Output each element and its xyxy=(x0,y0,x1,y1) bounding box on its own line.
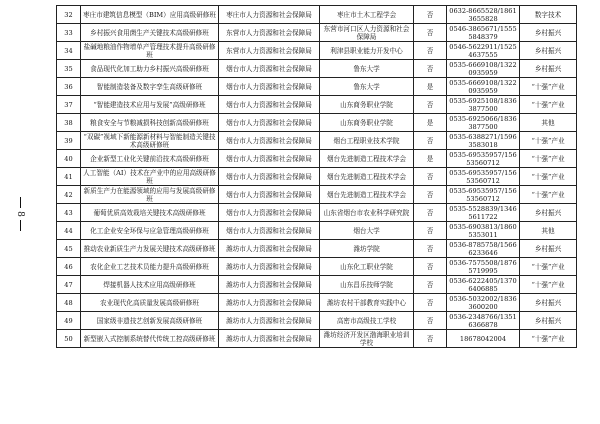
extra-flag-cell: 否 xyxy=(414,132,447,150)
department-cell: 潍坊市人力资源和社会保障局 xyxy=(219,240,320,258)
table-row xyxy=(57,42,577,60)
row-number-cell: 32 xyxy=(57,6,81,24)
row-number-cell: 43 xyxy=(57,204,81,222)
table-row xyxy=(57,312,577,330)
extra-flag-cell: 否 xyxy=(414,6,447,24)
field-category-cell: “十强”产业 xyxy=(520,150,577,168)
field-category-cell: 数字技术 xyxy=(520,6,577,24)
field-category-cell: “十强”产业 xyxy=(520,96,577,114)
seminar-table-body xyxy=(57,6,577,348)
table-row xyxy=(57,330,577,348)
seminar-name-cell: 枣庄市建筑信息模型（BIM）应用高级研修班 xyxy=(81,6,219,24)
contact-phone-cell: 0535-69535957/15653560712 xyxy=(447,186,520,204)
field-category-cell: 乡村振兴 xyxy=(520,240,577,258)
table-row xyxy=(57,168,577,186)
extra-flag-cell: 是 xyxy=(414,78,447,96)
row-number-cell: 37 xyxy=(57,96,81,114)
table-row xyxy=(57,294,577,312)
department-cell: 烟台市人力资源和社会保障局 xyxy=(219,204,320,222)
field-category-cell: 乡村振兴 xyxy=(520,204,577,222)
department-cell: 烟台市人力资源和社会保障局 xyxy=(219,132,320,150)
contact-phone-cell: 0535-6925066/18363877500 xyxy=(447,114,520,132)
department-cell: 烟台市人力资源和社会保障局 xyxy=(219,60,320,78)
organizer-cell: 山东商务职业学院 xyxy=(320,96,414,114)
field-category-cell: “十强”产业 xyxy=(520,132,577,150)
row-number-cell: 49 xyxy=(57,312,81,330)
extra-flag-cell: 否 xyxy=(414,168,447,186)
field-category-cell: 乡村振兴 xyxy=(520,60,577,78)
contact-phone-cell: 0632-8665528/18613655828 xyxy=(447,6,520,24)
seminar-name-cell: 人工智能（AI）技术在产业中的应用高级研修班 xyxy=(81,168,219,186)
field-category-cell: “十强”产业 xyxy=(520,330,577,348)
field-category-cell: 乡村振兴 xyxy=(520,42,577,60)
contact-phone-cell: 0546-5622911/15254637555 xyxy=(447,42,520,60)
page-number xyxy=(13,196,27,232)
table-row xyxy=(57,276,577,294)
department-cell: 烟台市人力资源和社会保障局 xyxy=(219,78,320,96)
contact-phone-cell: 0546-3865671/15555848379 xyxy=(447,24,520,42)
seminar-name-cell: 农化企业工艺技术员能力提升高级研修班 xyxy=(81,258,219,276)
field-category-cell: 其他 xyxy=(520,222,577,240)
table-row xyxy=(57,24,577,42)
organizer-cell: 潍坊学院 xyxy=(320,240,414,258)
seminar-name-cell: 焊接机器人技术应用高级研修班 xyxy=(81,276,219,294)
page-number-digit: 8 xyxy=(15,211,25,217)
field-category-cell: “十强”产业 xyxy=(520,186,577,204)
table-row xyxy=(57,6,577,24)
seminar-name-cell: 乡村振兴食用菌生产关键技术高级研修班 xyxy=(81,24,219,42)
organizer-cell: 山东商务职业学院 xyxy=(320,114,414,132)
field-category-cell: “十强”产业 xyxy=(520,78,577,96)
table-row xyxy=(57,258,577,276)
department-cell: 潍坊市人力资源和社会保障局 xyxy=(219,312,320,330)
table-row xyxy=(57,96,577,114)
seminar-name-cell: 国家级非遗技艺创新发展高级研修班 xyxy=(81,312,219,330)
contact-phone-cell: 0535-69535957/15653560712 xyxy=(447,150,520,168)
row-number-cell: 34 xyxy=(57,42,81,60)
contact-phone-cell: 0536-2348766/13516366878 xyxy=(447,312,520,330)
field-category-cell: 乡村振兴 xyxy=(520,24,577,42)
row-number-cell: 38 xyxy=(57,114,81,132)
row-number-cell: 41 xyxy=(57,168,81,186)
department-cell: 枣庄市人力资源和社会保障局 xyxy=(219,6,320,24)
contact-phone-cell: 0535-6669108/13220935959 xyxy=(447,78,520,96)
department-cell: 潍坊市人力资源和社会保障局 xyxy=(219,294,320,312)
seminar-name-cell: 粮食安全与节粮减损科技创新高级研修班 xyxy=(81,114,219,132)
row-number-cell: 36 xyxy=(57,78,81,96)
field-category-cell: 其他 xyxy=(520,114,577,132)
contact-phone-cell: 0535-6903813/18605353011 xyxy=(447,222,520,240)
row-number-cell: 50 xyxy=(57,330,81,348)
extra-flag-cell: 否 xyxy=(414,42,447,60)
organizer-cell: 高密市高级技工学校 xyxy=(320,312,414,330)
table-row xyxy=(57,114,577,132)
organizer-cell: 烟台大学 xyxy=(320,222,414,240)
contact-phone-cell: 0536-7575508/18765719995 xyxy=(447,258,520,276)
seminar-table xyxy=(56,5,577,348)
department-cell: 烟台市人力资源和社会保障局 xyxy=(219,168,320,186)
field-category-cell: “十强”产业 xyxy=(520,168,577,186)
extra-flag-cell: 否 xyxy=(414,186,447,204)
seminar-name-cell: “双碳”视域下新能源新材料与智能制造关键技术高级研修班 xyxy=(81,132,219,150)
seminar-name-cell: 葡萄优质高效栽培关键技术高级研修班 xyxy=(81,204,219,222)
extra-flag-cell: 是 xyxy=(414,150,447,168)
contact-phone-cell: 0536-6222405/13706406885 xyxy=(447,276,520,294)
contact-phone-cell: 18678042004 xyxy=(447,330,520,348)
extra-flag-cell: 否 xyxy=(414,330,447,348)
field-category-cell: “十强”产业 xyxy=(520,276,577,294)
field-category-cell: 乡村振兴 xyxy=(520,312,577,330)
extra-flag-cell: 否 xyxy=(414,240,447,258)
contact-phone-cell: 0535-5528839/13465611722 xyxy=(447,204,520,222)
seminar-name-cell: 企业新型工业化关键前沿技术高级研修班 xyxy=(81,150,219,168)
organizer-cell: 利津县职业能力开发中心 xyxy=(320,42,414,60)
organizer-cell: 鲁东大学 xyxy=(320,60,414,78)
row-number-cell: 47 xyxy=(57,276,81,294)
field-category-cell: 乡村振兴 xyxy=(520,294,577,312)
seminar-name-cell: 食品现代化加工助力乡村振兴高级研修班 xyxy=(81,60,219,78)
department-cell: 潍坊市人力资源和社会保障局 xyxy=(219,258,320,276)
contact-phone-cell: 0536-5032002/18363600200 xyxy=(447,294,520,312)
department-cell: 东营市人力资源和社会保障局 xyxy=(219,24,320,42)
seminar-name-cell: 新型嵌入式控制系统替代传统工控高级研修班 xyxy=(81,330,219,348)
seminar-name-cell: 新质生产力在能源领域的应用与发展高级研修班 xyxy=(81,186,219,204)
organizer-cell: 烟台先进制造工程技术学会 xyxy=(320,150,414,168)
organizer-cell: 烟台先进制造工程技术学会 xyxy=(320,186,414,204)
organizer-cell: 山东化工职业学院 xyxy=(320,258,414,276)
extra-flag-cell: 否 xyxy=(414,60,447,78)
department-cell: 烟台市人力资源和社会保障局 xyxy=(219,186,320,204)
row-number-cell: 39 xyxy=(57,132,81,150)
table-row xyxy=(57,78,577,96)
contact-phone-cell: 0535-6669108/13220935959 xyxy=(447,60,520,78)
table-row xyxy=(57,150,577,168)
table-row xyxy=(57,186,577,204)
extra-flag-cell: 否 xyxy=(414,312,447,330)
department-cell: 烟台市人力资源和社会保障局 xyxy=(219,222,320,240)
extra-flag-cell: 否 xyxy=(414,258,447,276)
row-number-cell: 48 xyxy=(57,294,81,312)
seminar-name-cell: 盐碱地粮油作物增单产管理技术提升高级研修班 xyxy=(81,42,219,60)
row-number-cell: 33 xyxy=(57,24,81,42)
contact-phone-cell: 0535-6925108/18363877500 xyxy=(447,96,520,114)
organizer-cell: 东营市河口区人力资源和社会保障局 xyxy=(320,24,414,42)
extra-flag-cell: 否 xyxy=(414,294,447,312)
organizer-cell: 烟台工程职业技术学院 xyxy=(320,132,414,150)
organizer-cell: 烟台先进制造工程技术学会 xyxy=(320,168,414,186)
row-number-cell: 42 xyxy=(57,186,81,204)
seminar-name-cell: 推动农业新质生产力发展关键技术高级研修班 xyxy=(81,240,219,258)
organizer-cell: 鲁东大学 xyxy=(320,78,414,96)
seminar-name-cell: “智能建造技术应用与发展”高级研修班 xyxy=(81,96,219,114)
organizer-cell: 山东昌乐技师学院 xyxy=(320,276,414,294)
row-number-cell: 40 xyxy=(57,150,81,168)
organizer-cell: 枣庄市土木工程学会 xyxy=(320,6,414,24)
table-row xyxy=(57,60,577,78)
contact-phone-cell: 0535-69535957/15653560712 xyxy=(447,168,520,186)
row-number-cell: 45 xyxy=(57,240,81,258)
page-number-dash-bottom xyxy=(20,220,21,231)
department-cell: 东营市人力资源和社会保障局 xyxy=(219,42,320,60)
seminar-name-cell: 智能制造装备及数字孪生高级研修班 xyxy=(81,78,219,96)
seminar-name-cell: 农业现代化高质量发展高级研修班 xyxy=(81,294,219,312)
extra-flag-cell: 否 xyxy=(414,24,447,42)
organizer-cell: 潍坊经济开发区渤海职业培训学校 xyxy=(320,330,414,348)
extra-flag-cell: 否 xyxy=(414,204,447,222)
table-row xyxy=(57,204,577,222)
department-cell: 烟台市人力资源和社会保障局 xyxy=(219,114,320,132)
field-category-cell: “十强”产业 xyxy=(520,258,577,276)
department-cell: 烟台市人力资源和社会保障局 xyxy=(219,150,320,168)
department-cell: 潍坊市人力资源和社会保障局 xyxy=(219,276,320,294)
contact-phone-cell: 0536-8785758/15666233646 xyxy=(447,240,520,258)
table-row xyxy=(57,222,577,240)
seminar-name-cell: 化工企业安全环保与应急管理高级研修班 xyxy=(81,222,219,240)
extra-flag-cell: 否 xyxy=(414,96,447,114)
row-number-cell: 46 xyxy=(57,258,81,276)
table-row xyxy=(57,132,577,150)
organizer-cell: 山东省烟台市农业科学研究院 xyxy=(320,204,414,222)
extra-flag-cell: 是 xyxy=(414,114,447,132)
contact-phone-cell: 0535-6388271/15963583018 xyxy=(447,132,520,150)
organizer-cell: 潍坊农村干部教育实践中心 xyxy=(320,294,414,312)
department-cell: 烟台市人力资源和社会保障局 xyxy=(219,96,320,114)
table-row xyxy=(57,240,577,258)
row-number-cell: 44 xyxy=(57,222,81,240)
extra-flag-cell: 否 xyxy=(414,222,447,240)
department-cell: 潍坊市人力资源和社会保障局 xyxy=(219,330,320,348)
extra-flag-cell: 否 xyxy=(414,276,447,294)
row-number-cell: 35 xyxy=(57,60,81,78)
